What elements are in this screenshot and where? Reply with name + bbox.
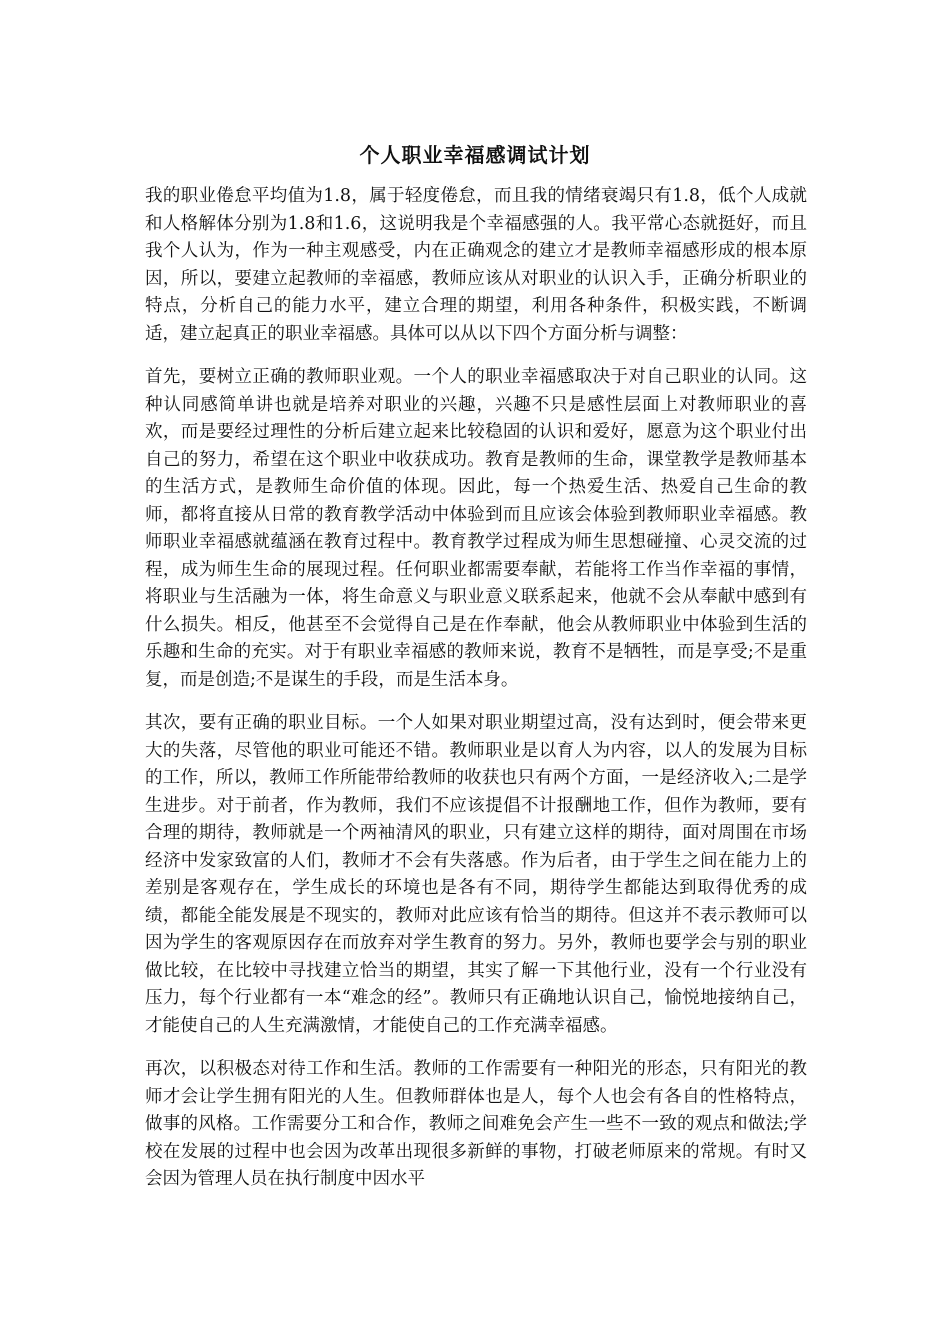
document-body (145, 183, 807, 1210)
paragraph-third-point: 再次，以积极态对待工作和生活。教师的工作需要有一种阳光的形态，只有阳光的教师才会让学生拥有阳光的人生。但教师群体也是人，每个人也会有各自的性格特点，做事的风格。工作需要分工和合作，教师之间难免会产生一些不一致的观点和做法;学校在发展的过程中也会因为改革出现很多新鲜的事物，打破老师原来的常规。有时又会因为管理人员在执行制度中因水平 (145, 1059, 807, 1189)
document-title: 个人职业幸福感调试计划 (359, 143, 591, 167)
paragraph-second-point: 其次，要有正确的职业目标。一个人如果对职业期望过高，没有达到时，便会带来更大的失落，尽管他的职业可能还不错。教师职业是以育人为内容，以人的发展为目标的工作，所以，教师工作所能带给教师的收获也只有两个方面，一是经济收入;二是学生进步。对于前者，作为教师，我们不应该提倡不计报酬地工作，但作为教师，要有合理的期待，教师就是一个两袖清风的职业，只有建立这样的期待，面对周围在市场经济中发家致富的人们，教师才不会有失落感。作为后者，由于学生之间在能力上的差别是客观存在，学生成长的环境也是各有不同，期待学生都能达到取得优秀的成绩，都能全能发展是不现实的，教师对此应该有恰当的期待。但这并不表示教师可以因为学生的客观原因存在而放弃对学生教育的努力。另外，教师也要学会与别的职业做比较，在比较中寻找建立恰当的期望，其实了解一下其他行业，没有一个行业没有压力，每个行业都有一本“难念的经”。教师只有正确地认识自己，愉悦地接纳自己，才能使自己的人生充满激情，才能使自己的工作充满幸福感。 (145, 713, 807, 1036)
paragraph-first-point: 首先，要树立正确的教师职业观。一个人的职业幸福感取决于对自己职业的认同。这种认同感简单讲也就是培养对职业的兴趣，兴趣不只是感性层面上对教师职业的喜欢，而是要经过理性的分析后建立起来比较稳固的认识和爱好，愿意为这个职业付出自己的努力，希望在这个职业中收获成功。教育是教师的生命，课堂教学是教师基本的生活方式，是教师生命价值的体现。因此，每一个热爱生活、热爱自己生命的教师，都将直接从日常的教育教学活动中体验到而且应该会体验到教师职业幸福感。教师职业幸福感就蕴涵在教育过程中。教育教学过程成为师生思想碰撞、心灵交流的过程，成为师生生命的展现过程。任何职业都需要奉献，若能将工作当作幸福的事情，将职业与生活融为一体，将生命意义与职业意义联系起来，他就不会从奉献中感到有什么损失。相反，他甚至不会觉得自己是在作奉献，他会从教师职业中体验到生活的乐趣和生命的充实。对于有职业幸福感的教师来说，教育不是牺牲，而是享受;不是重复，而是创造;不是谋生的手段，而是生活本身。 (145, 367, 807, 690)
paragraph-intro: 我的职业倦怠平均值为1.8，属于轻度倦怠，而且我的情绪衰竭只有1.8，低个人成就和人格解体分别为1.8和1.6，这说明我是个幸福感强的人。我平常心态就挺好，而且我个人认为，作为一种主观感受，内在正确观念的建立才是教师幸福感形成的根本原因，所以，要建立起教师的幸福感，教师应该从对职业的认识入手，正确分析职业的特点，分析自己的能力水平，建立合理的期望，利用各种条件，积极实践，不断调适，建立起真正的职业幸福感。具体可以从以下四个方面分析与调整： (145, 186, 807, 344)
